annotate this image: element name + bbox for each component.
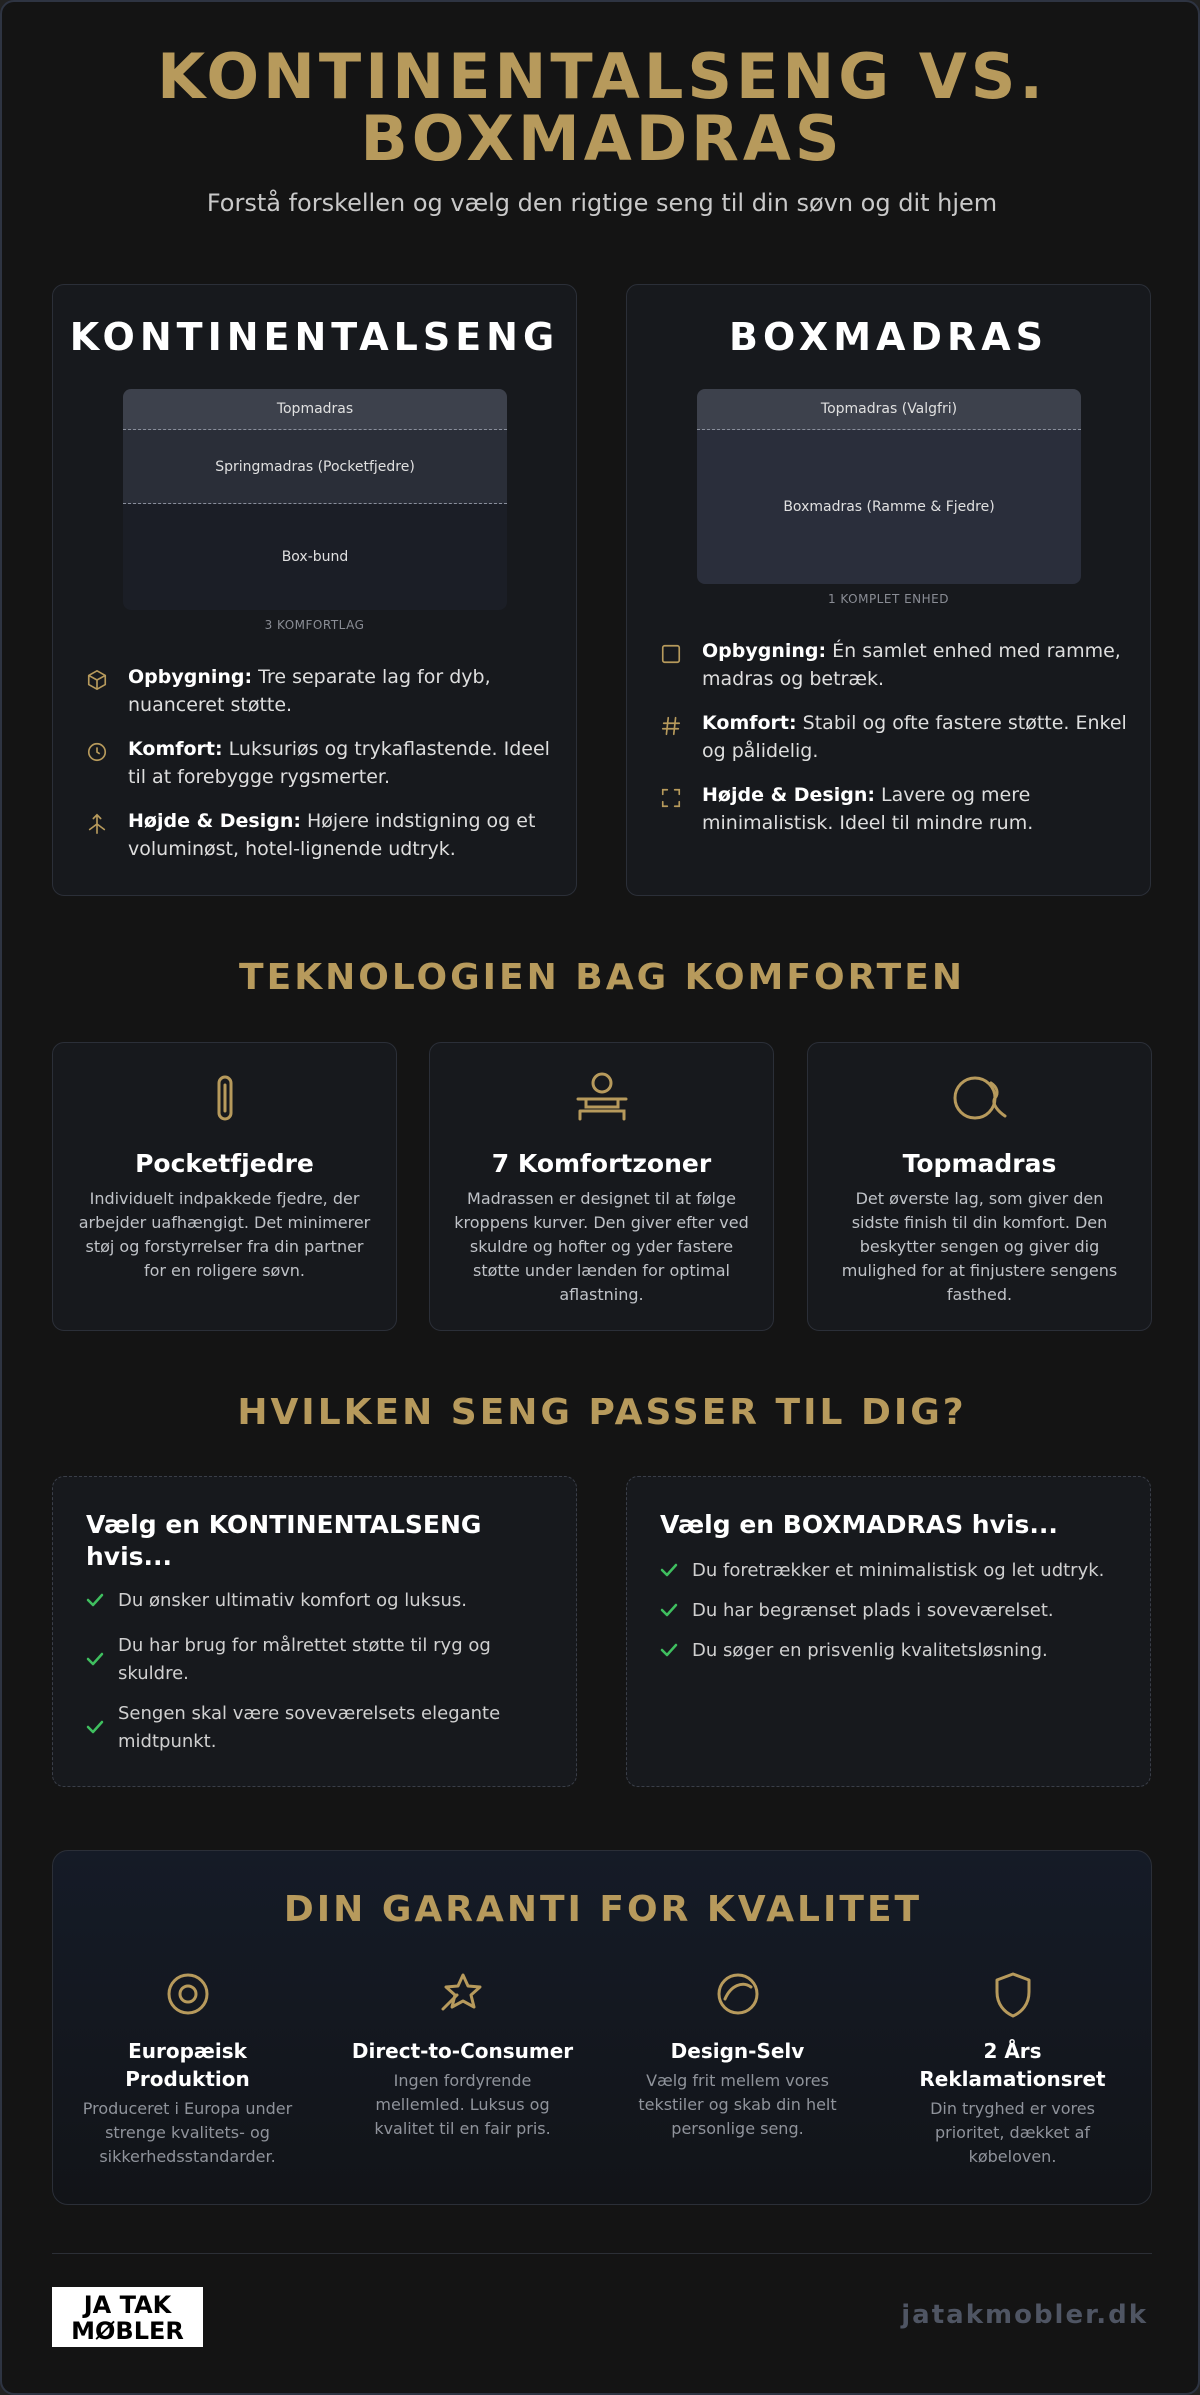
cube-icon [86,669,112,719]
fit-list-item: Du søger en prisvenlig kvalitetsløsning. [660,1637,1120,1665]
guarantee-item [75,1971,300,2169]
tech-card [429,1042,774,1331]
spring-icon [203,1075,247,1125]
check-icon [660,1562,678,1581]
feature-item: Højde & Design: Lavere og mere minimalistisk. Ideel til mindre rum. [660,781,1130,837]
layer-top: Topmadras [123,389,507,430]
tech-card [807,1042,1152,1331]
fit-list-item: Du har brug for målrettet støtte til ryg og skuldre. [86,1632,546,1688]
tech-card [52,1042,397,1331]
tech-card-title: Pocketfjedre [135,1149,314,1178]
guarantee-item-text: Vælg frit mellem vores tekstiler og skab din helt personlige seng. [638,2071,837,2138]
section-title-guarantee: DIN GARANTI FOR KVALITET [283,1889,923,1930]
guarantee-item [625,1971,850,2141]
guarantee-item-text: Produceret i Europa under strenge kvalitets- og sikkerhedsstandarder. [82,2099,293,2166]
frame-corners-icon [660,787,686,837]
layer-base: Box-bund [123,504,507,610]
shield-icon [992,1971,1034,2021]
fit-list-item: Du har begrænset plads i soveværelset. [660,1597,1120,1625]
compare-title: KONTINENTALSENG [69,315,560,359]
tech-card-title: 7 Komfortzoner [491,1149,712,1178]
check-icon [86,1592,104,1611]
fit-card-boxmadras [626,1476,1151,1787]
check-icon [660,1642,678,1661]
guarantee-item-title: 2 Års Reklamationsret [919,2039,1106,2091]
compare-title: BOXMADRAS [728,315,1048,359]
site-link[interactable]: jatakmobler.dk [901,2300,1148,2330]
feature-item: Komfort: Luksuriøs og trykaflastende. Ideel til at forebygge rygsmerter. [86,735,556,791]
footer-divider [52,2253,1152,2254]
tech-card-text: Det øverste lag, som giver den sidste finish til din komfort. Den beskytter sengen og giver dig mulighed for at finjustere sengens fasthed. [841,1189,1118,1304]
star-arrow-icon [439,1971,487,2021]
layer-top: Topmadras (Valgfri) [697,389,1081,430]
brand-logo[interactable]: JA TAK MØBLER [52,2287,203,2347]
square-icon [660,643,686,693]
guarantee-item-title: Direct-to-Consumer [351,2039,574,2063]
fit-list-item: Sengen skal være soveværelsets elegante midtpunkt. [86,1700,546,1756]
feature-item: Komfort: Stabil og ofte fastere støtte. Enkel og pålidelig. [660,709,1130,765]
palette-icon [715,1971,761,2021]
clock-icon [86,741,112,791]
page-subtitle: Forstå forskellen og vælg den rigtige seng til din søvn og dit hjem [206,189,998,217]
feature-item: Højde & Design: Højere indstigning og et voluminøst, hotel-lignende udtryk. [86,807,556,863]
fit-card-title: Vælg en KONTINENTALSENG hvis... [86,1510,482,1571]
section-title-tech: TEKNOLOGIEN BAG KOMFORTEN [239,957,965,998]
check-icon [86,1719,104,1738]
guarantee-item-text: Din tryghed er vores prioritet, dækket af købeloven. [930,2099,1095,2166]
tech-card-text: Madrassen er designet til at følge kroppens kurver. Den giver efter ved skuldre og hofter og yder fastere støtte under lænden for optimal aflastning. [454,1189,749,1304]
fit-list-item: Du ønsker ultimativ komfort og luksus. [86,1587,546,1615]
layer-caption: 1 KOMPLET ENHED [827,592,949,606]
compare-card-kontinentalseng [52,284,577,896]
layer-diagram [697,389,1081,584]
feature-item: Opbygning: Én samlet enhed med ramme, madras og betræk. [660,637,1130,693]
guarantee-item [350,1971,575,2141]
layer-diagram [123,389,507,610]
person-bed-icon [574,1071,630,1127]
layer-caption: 3 KOMFORTLAG [264,618,365,632]
guarantee-item [900,1971,1125,2169]
hash-icon [660,715,686,765]
layer-box: Boxmadras (Ramme & Fjedre) [697,430,1081,584]
height-arrow-icon [86,813,112,863]
target-icon [165,1971,211,2021]
page-title: KONTINENTALSENG VS. BOXMADRAS [157,40,1047,175]
compare-card-boxmadras [626,284,1151,896]
guarantee-item-text: Ingen fordyrende mellemled. Luksus og kvalitet til en fair pris. [374,2071,551,2138]
feature-item: Opbygning: Tre separate lag for dyb, nuanceret støtte. [86,663,556,719]
check-icon [660,1602,678,1621]
guarantee-item-title: Design-Selv [670,2039,805,2063]
check-icon [86,1651,104,1670]
fit-list-item: Du foretrækker et minimalistisk og let udtryk. [660,1557,1120,1585]
fit-card-title: Vælg en BOXMADRAS hvis... [660,1510,1058,1539]
section-title-fit: HVILKEN SENG PASSER TIL DIG? [237,1392,967,1433]
tech-card-text: Individuelt indpakkede fjedre, der arbejder uafhængigt. Det minimerer støj og forstyrrelser fra din partner for en roligere søvn. [78,1189,371,1280]
guarantee-panel [52,1850,1152,2205]
guarantee-item-title: Europæisk Produktion [125,2039,250,2091]
tech-card-title: Topmadras [902,1149,1057,1178]
layer-spring: Springmadras (Pocketfjedre) [123,430,507,504]
fit-card-kontinentalseng [52,1476,577,1787]
layer-wave-icon [951,1073,1009,1127]
